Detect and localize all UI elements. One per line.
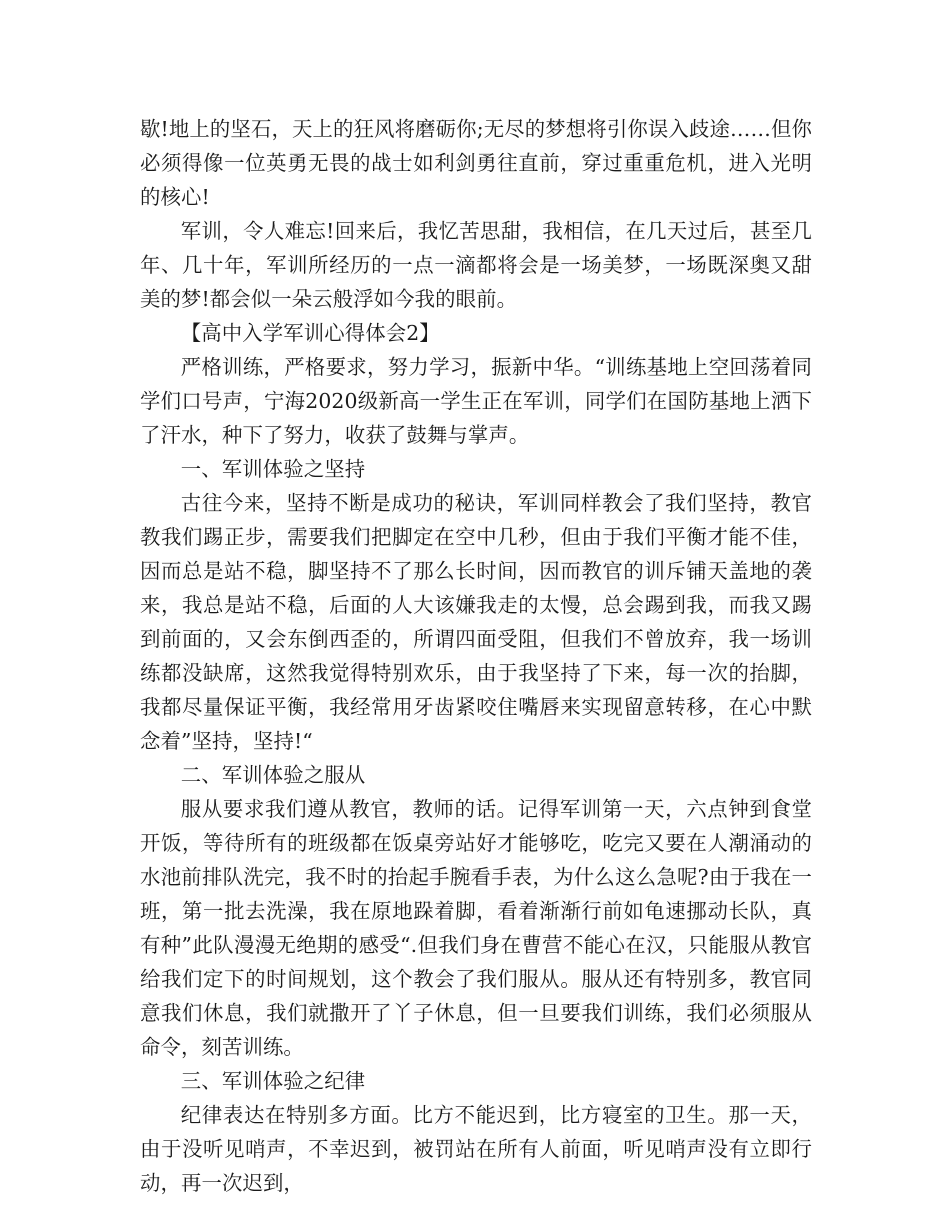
- subsection-heading: 二、军训体验之服从: [180, 763, 366, 787]
- body-paragraph: 歇!地上的坚石，天上的狂风将磨砺你;无尽的梦想将引你误入歧途……但你必须得像一位英勇无畏的战士如利剑勇往直前，穿过重重危机，进入光明的核心!: [140, 117, 812, 209]
- body-paragraph: 服从要求我们遵从教官，教师的话。记得军训第一天，六点钟到食堂开饭，等待所有的班级都在饭桌旁站好才能够吃，吃完又要在人潮涌动的水池前排队洗完，我不时的抬起手腕看手表，为什么这么急呢?由于我在一班，第一批去洗澡，我在原地跺着脚，看着渐渐行前如龟速挪动长队，真有种”此队漫漫无绝期的感受“.但我们身在曹营不能心在汉，只能服从教官给我们定下的时间规划，这个教会了我们服从。服从还有特别多，教官同意我们休息，我们就撒开了丫子休息，但一旦要我们训练，我们必须服从命令，刻苦训练。: [140, 797, 812, 1059]
- body-paragraph: 纪律表达在特别多方面。比方不能迟到，比方寝室的卫生。那一天，由于没听见哨声，不幸迟到，被罚站在所有人前面，听见哨声没有立即行动，再一次迟到，: [140, 1103, 812, 1195]
- body-paragraph: 军训，令人难忘!回来后，我忆苦思甜，我相信，在几天过后，甚至几年、几十年，军训所经历的一点一滴都将会是一场美梦，一场既深奥又甜美的梦!都会似一朵云般浮如今我的眼前。: [140, 219, 812, 311]
- subsection-heading: 一、军训体验之坚持: [180, 457, 366, 481]
- subsection-heading: 三、军训体验之纪律: [180, 1069, 366, 1093]
- body-paragraph: 古往今来，坚持不断是成功的秘诀，军训同样教会了我们坚持，教官教我们踢正步，需要我们把脚定在空中几秒，但由于我们平衡才能不佳，因而总是站不稳，脚坚持不了那么长时间，因而教官的训斥铺天盖地的袭来，我总是站不稳，后面的人大该嫌我走的太慢，总会踢到我，而我又踢到前面的，又会东倒西歪的，所谓四面受阻，但我们不曾放弃，我一场训练都没缺席，这然我觉得特别欢乐，由于我坚持了下来，每一次的抬脚，我都尽量保证平衡，我经常用牙齿紧咬住嘴唇来实现留意转移，在心中默念着”坚持，坚持!“: [140, 491, 812, 753]
- section-heading: 【高中入学军训心得体会2】: [180, 321, 440, 345]
- document-body: [140, 112, 812, 1200]
- body-paragraph: 严格训练，严格要求，努力学习，振新中华。“训练基地上空回荡着同学们口号声，宁海2020级新高一学生正在军训，同学们在国防基地上洒下了汗水，种下了努力，收获了鼓舞与掌声。: [140, 355, 812, 447]
